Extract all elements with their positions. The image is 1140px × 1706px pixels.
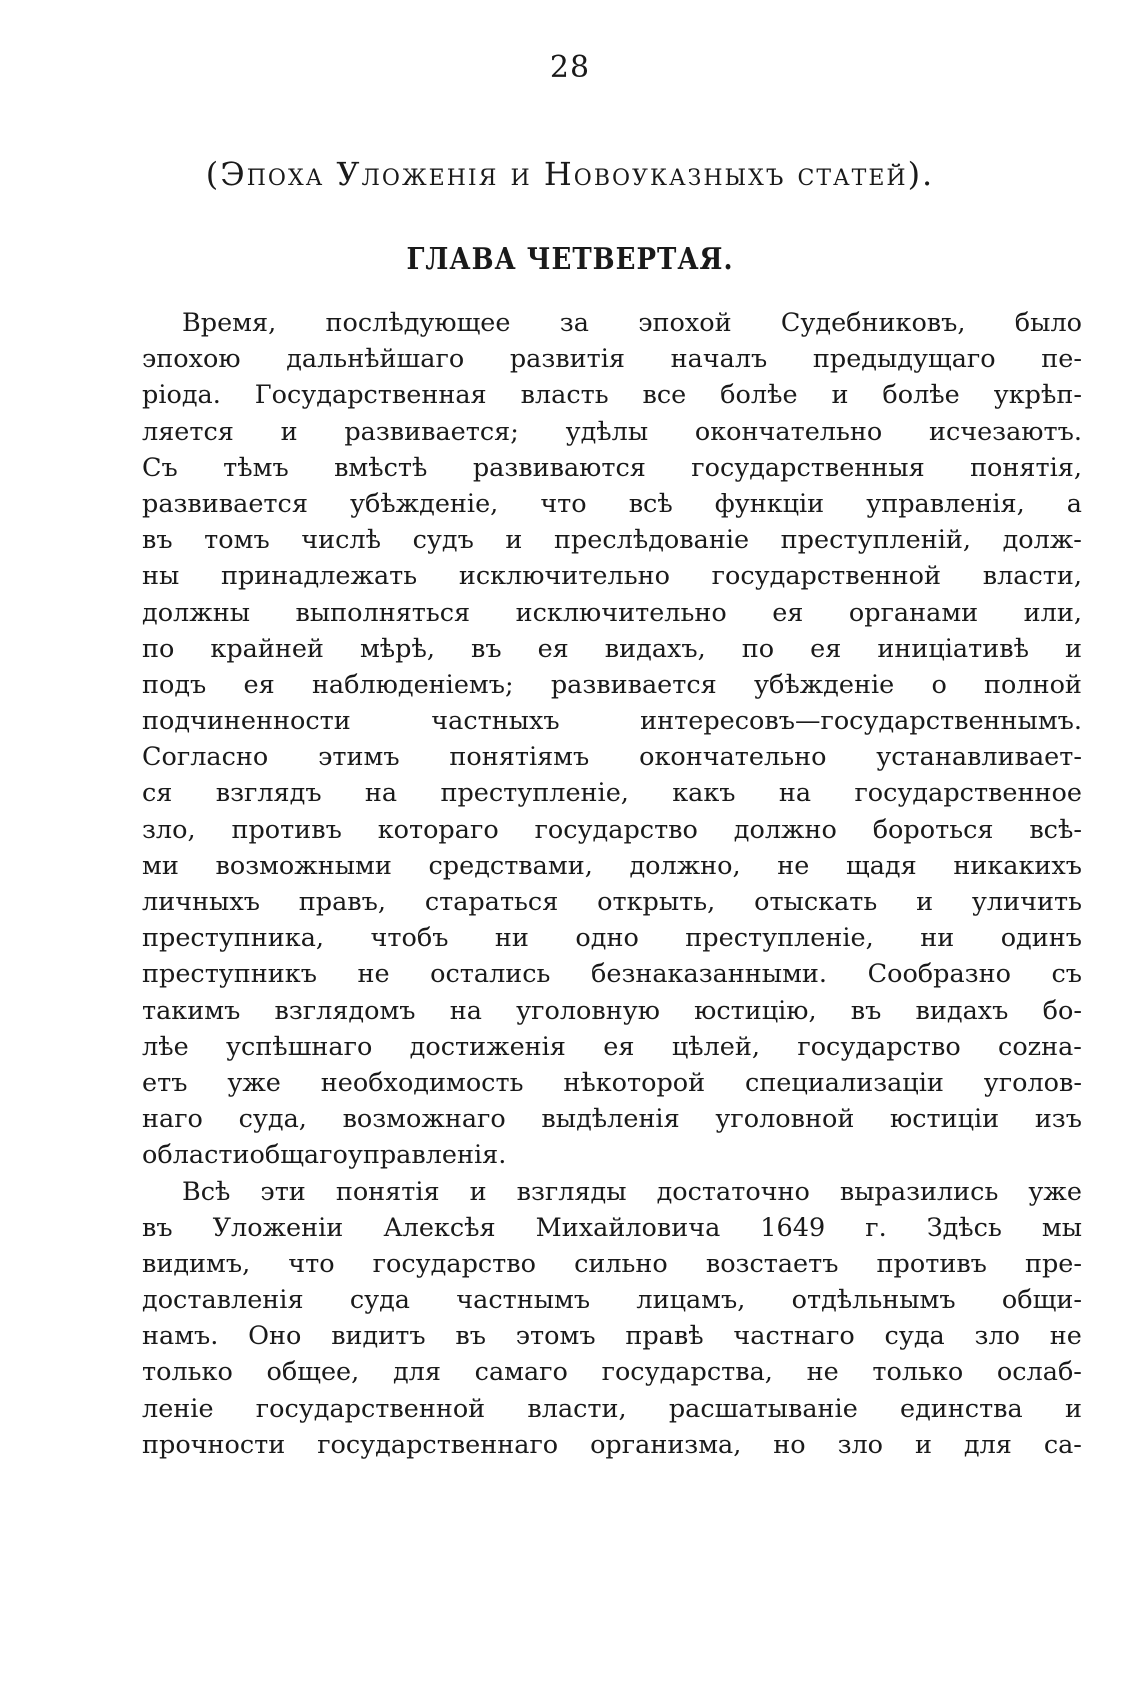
text-line: леніе государственной власти, расшатываніе единства и [142,1393,1082,1424]
text-line: развивается убѣжденіе, что всѣ функціи управленія, а [142,488,1082,519]
text-line: преступникъ не остались безнаказанными. Сообразно съ [142,959,1082,990]
paragraph [142,1174,1082,1464]
paragraph [142,305,1082,1174]
text-line: наго суда, возможнаго выдѣленія уголовной юстиціи изъ [142,1104,1082,1135]
text-line: Съ тѣмъ вмѣстѣ развиваются государственныя понятія, [142,452,1082,483]
text-line: въ томъ числѣ судъ и преслѣдованіе преступленій, долж- [142,525,1082,556]
text-line: зло, противъ котораго государство должно бороться всѣ- [142,814,1082,845]
text-line: личныхъ правъ, стараться открыть, отыскать и уличить [142,887,1082,917]
text-line: подъ ея наблюденіемъ; развивается убѣжденіе о полной [142,669,1082,700]
text-line: намъ. Оно видитъ въ этомъ правѣ частнаго суда зло не [142,1321,1082,1352]
text-line: ны принадлежать исключительно государственной власти, [142,561,1082,592]
page-number: 28 [549,50,591,85]
text-line: видимъ, что государство сильно возстаетъ противъ пре- [142,1248,1082,1279]
chapter-heading: ГЛАВА ЧЕТВЕРТАЯ. [406,242,734,278]
text-line: лѣе успѣшнаго достиженія ея цѣлей, государство сozна- [142,1031,1082,1062]
text-line: Всѣ эти понятія и взгляды достаточно выразились уже [182,1176,1082,1207]
text-line: доставленія суда частнымъ лицамъ, отдѣльнымъ общи- [142,1285,1082,1316]
text-line: должны выполняться исключительно ея органами или, [142,597,1082,628]
text-line: етъ уже необходимость нѣкоторой специализаціи уголов- [142,1067,1082,1098]
text-line: такимъ взглядомъ на уголовную юстицію, въ видахъ бо- [142,995,1082,1026]
epoch-heading: (Эпоха Уложенія и Новоуказныхъ статей). [205,155,935,193]
text-line: эпохою дальнѣйшаго развитія началъ предыдущаго пе- [142,344,1082,375]
text-line: въ Уложеніи Алексѣя Михайловича 1649 г. Здѣсь мы [142,1212,1082,1243]
body-text [142,305,1082,1463]
text-line: подчиненности частныхъ интересовъ—государственнымъ. [142,706,1082,737]
text-line: ляется и развивается; удѣлы окончательно исчезаютъ. [142,416,1082,447]
text-line: преступника, чтобъ ни одно преступленіе, ни одинъ [142,923,1082,954]
text-line: Время, послѣдующее за эпохой Судебниковъ, было [182,308,1082,338]
text-line: по крайней мѣрѣ, въ ея видахъ, по ея иниціативѣ и [142,633,1082,664]
text-line: прочности государственнаго организма, но зло и для са- [142,1429,1082,1460]
text-line: области общаго управленія. [142,1140,507,1171]
text-line: ми возможными средствами, должно, не щадя никакихъ [142,850,1082,881]
text-line: ся взглядъ на преступленіе, какъ на государственное [142,778,1082,809]
text-line: ріода. Государственная власть все болѣе и болѣе укрѣп- [142,380,1082,411]
text-line: Согласно этимъ понятіямъ окончательно устанавливает- [142,742,1082,773]
text-line: только общее, для самаго государства, не только ослаб- [142,1357,1082,1388]
